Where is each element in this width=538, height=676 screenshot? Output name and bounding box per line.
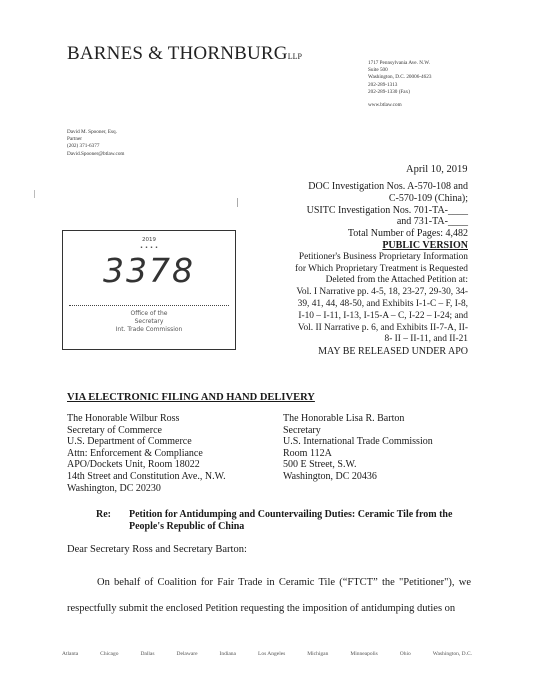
doc-investigation-line: DOC Investigation Nos. A-570-108 and <box>308 181 468 192</box>
recipient-line: Washington, DC 20436 <box>283 470 377 482</box>
stamp-mark: • • • • <box>139 245 159 251</box>
bpi-line: Vol. I Narrative pp. 4-5, 18, 23-27, 29-30, 34- <box>296 287 468 298</box>
office-name: Atlanta <box>62 651 79 657</box>
recipient-line: U.S. International Trade Commission <box>283 436 433 448</box>
bpi-line: for Which Proprietary Treatment is Requested <box>295 263 468 274</box>
recipient-line: The Honorable Wilbur Ross <box>67 413 180 424</box>
office-name: Indiana <box>219 651 236 657</box>
recipient-line: U.S. Department of Commerce <box>67 436 192 448</box>
stamp-office <box>63 310 235 334</box>
usitc-investigation-line: and 731-TA-____ <box>396 216 468 228</box>
address-line: 1717 Pennsylvania Ave. N.W. <box>368 60 430 66</box>
received-stamp <box>62 230 236 350</box>
sender-line: (202) 371-6377 <box>67 143 100 150</box>
recipient-line: Secretary of Commerce <box>67 424 162 436</box>
bpi-line: Petitioner's Business Proprietary Information <box>298 251 468 262</box>
stamp-office-line: Office of the <box>130 310 168 317</box>
recipient-line: APO/Dockets Unit, Room 18022 <box>67 459 200 471</box>
recipient-line: 500 E Street, S.W. <box>283 459 357 471</box>
address-line: Washington, D.C. 20006-4623 <box>368 74 432 81</box>
total-pages: Total Number of Pages: 4,482 <box>347 228 468 240</box>
office-name: Chicago <box>100 651 119 657</box>
body-paragraph: On behalf of Coalition for Fair Trade in Ceramic Tile (“FTCT” the "Petitioner"), we respectfully submit the enclosed Petition requesting the imposition of antidumping duties on <box>67 577 471 614</box>
bpi-line: Deleted from the Attached Petition at: <box>325 275 468 286</box>
office-name: Minneapolis <box>350 651 378 657</box>
firm-website: www.btlaw.com <box>368 102 402 109</box>
office-name: Ohio <box>399 651 411 657</box>
stamp-office-line: Int. Trade Commission <box>115 326 183 333</box>
stamp-year: 2019 <box>142 237 156 243</box>
public-version-label: PUBLIC VERSION <box>382 239 468 251</box>
bpi-line: Vol. II Narrative p. 6, and Exhibits II-7-A, II- <box>297 322 468 333</box>
recipient-line: 14th Street and Constitution Ave., N.W. <box>67 470 226 482</box>
address-line: Suite 500 <box>368 67 388 74</box>
address-line: 202-289-1313 <box>368 81 398 88</box>
footer-offices <box>62 651 472 657</box>
stamp-office-line: Secretary <box>134 318 164 325</box>
apo-release-line: MAY BE RELEASED UNDER APO <box>318 346 468 358</box>
office-name: Delaware <box>176 651 198 657</box>
sender-block <box>67 129 124 158</box>
recipient-commerce <box>67 413 226 494</box>
bpi-line: 8- II – II-11, and II-21 <box>384 334 468 345</box>
firm-name-text: BARNES & THORNBURG <box>67 43 288 64</box>
recipient-usitc <box>283 413 433 483</box>
stamp-number: 3378 <box>103 251 195 290</box>
bpi-line: 39, 41, 44, 48-50, and Exhibits I-1-C – F, I-8, <box>297 298 468 309</box>
recipient-line: The Honorable Lisa R. Barton <box>283 413 405 424</box>
recipient-line: Secretary <box>283 424 321 436</box>
doc-investigation-line: C-570-109 (China); <box>388 192 468 204</box>
usitc-investigation-line: USITC Investigation Nos. 701-TA-____ <box>306 204 468 216</box>
firm-name <box>67 43 302 65</box>
office-name: Dallas <box>140 651 155 657</box>
recipient-line: Room 112A <box>283 447 332 459</box>
office-name: Los Angeles <box>257 651 286 657</box>
subject-label: Re: <box>96 509 111 520</box>
scan-mark <box>34 190 35 198</box>
firm-suffix: LLP <box>287 52 302 61</box>
firm-address <box>368 60 431 109</box>
recipient-line: Attn: Enforcement & Compliance <box>67 447 203 459</box>
recipient-line: Washington, DC 20230 <box>67 482 161 494</box>
sender-line: Partner <box>67 136 82 143</box>
sender-line: David.Spooner@btlaw.com <box>67 150 125 157</box>
bpi-line: I-10 – I-11, I-13, I-15-A – C, I-22 – I-24; and <box>298 310 468 321</box>
address-line: 202-289-1330 (Fax) <box>368 88 410 95</box>
stamp-divider <box>69 305 229 306</box>
office-name: Michigan <box>307 651 329 657</box>
office-name: Washington, D.C. <box>432 651 472 657</box>
salutation: Dear Secretary Ross and Secretary Barton: <box>67 544 247 555</box>
sender-line: David M. Spooner, Esq. <box>67 129 117 135</box>
letter-date: April 10, 2019 <box>406 164 468 175</box>
delivery-method: VIA ELECTRONIC FILING AND HAND DELIVERY <box>67 392 315 403</box>
subject-text: Petition for Antidumping and Countervailing Duties: Ceramic Tile from the People's Republic of China <box>129 509 453 532</box>
